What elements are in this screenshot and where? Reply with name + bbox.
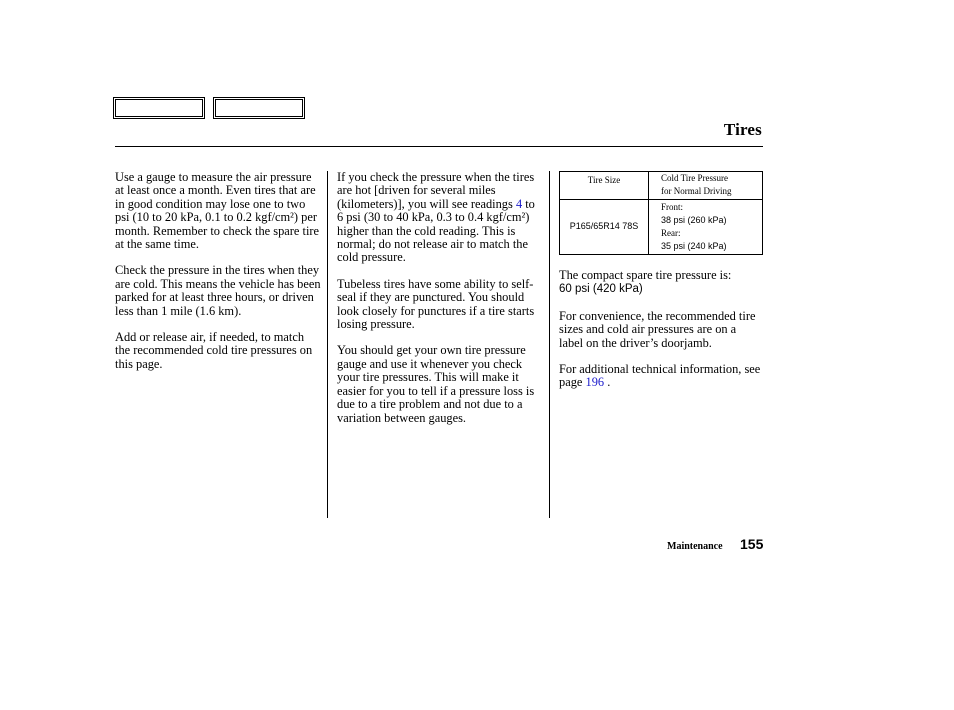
nav-button-1[interactable] xyxy=(113,97,205,119)
tire-pressure-table xyxy=(559,171,763,255)
header-cold-pressure xyxy=(649,172,763,200)
paragraph-spare-pressure xyxy=(559,269,763,297)
paragraph-hot-pressure xyxy=(337,171,543,265)
pressure-values xyxy=(649,200,763,255)
front-label: Front: xyxy=(661,202,684,212)
paragraph-technical-info-text: For additional technical information, see page xyxy=(559,362,761,390)
text-column-3 xyxy=(559,171,763,403)
paragraph-add-release-air: Add or release air, if needed, to match the recommended cold tire pressures on this page. xyxy=(115,330,313,371)
text-column-1 xyxy=(115,171,322,384)
nav-button-2[interactable] xyxy=(213,97,305,119)
paragraph-hot-pressure-text-a: If you check the pressure when the tires are hot [driven for several miles (kilometers)], you will see readings xyxy=(337,170,535,211)
text-column-2 xyxy=(337,171,543,438)
rear-label: Rear: xyxy=(661,228,681,238)
footer-section-label: Maintenance xyxy=(667,541,723,552)
table-header-row xyxy=(560,172,763,200)
paragraph-technical-info xyxy=(559,363,763,390)
front-pressure-value: 38 psi (260 kPa) xyxy=(661,215,727,225)
paragraph-technical-info-end: . xyxy=(604,375,611,390)
page-reference-link-196[interactable]: 196 xyxy=(585,375,605,390)
spare-pressure-value: 60 psi (420 kPa) xyxy=(559,283,643,296)
title-divider xyxy=(115,146,763,147)
column-divider-2 xyxy=(549,171,550,518)
paragraph-hot-pressure-text-b: to 6 psi (30 to 40 kPa, 0.3 to 0.4 kgf/cm²) higher than the cold reading. This is normal; do not release air to match the cold pressure. xyxy=(337,196,535,265)
page-reference-link-4[interactable]: 4 xyxy=(515,196,523,211)
paragraph-doorjamb-label: For convenience, the recommended tire sizes and cold air pressures are on a label on the driver’s doorjamb. xyxy=(559,308,756,350)
header-cold-pressure-line2: for Normal Driving xyxy=(661,186,732,196)
paragraph-tubeless-tires: Tubeless tires have some ability to self-seal if they are punctured. You should look closely for punctures if a tire starts losing pressure. xyxy=(337,276,535,332)
header-cold-pressure-line1: Cold Tire Pressure xyxy=(661,173,729,183)
paragraph-own-gauge: You should get your own tire pressure gauge and use it whenever you check your tire pressures. This will make it easier for you to tell if a pressure loss is due to a tire problem and not due to a variation between gauges. xyxy=(337,343,535,425)
spare-pressure-label: The compact spare tire pressure is: xyxy=(559,268,732,282)
page-title: Tires xyxy=(723,120,762,139)
header-tire-size: Tire Size xyxy=(560,172,649,200)
rear-pressure-value: 35 psi (240 kPa) xyxy=(661,241,727,251)
paragraph-gauge-monthly: Use a gauge to measure the air pressure at least once a month. Even tires that are in good condition may lose one to two psi (10 to 20 kPa, 0.1 to 0.2 kgf/cm²) per month. Remember to check the spare tire at the same time. xyxy=(115,170,320,252)
tire-size-value: P165/65R14 78S xyxy=(560,200,649,255)
table-row xyxy=(560,200,763,255)
page-number: 155 xyxy=(740,536,764,552)
paragraph-check-cold: Check the pressure in the tires when they are cold. This means the vehicle has been parked for at least three hours, or driven less than 1 mile (1.6 km). xyxy=(115,263,321,318)
column-divider-1 xyxy=(327,171,328,518)
